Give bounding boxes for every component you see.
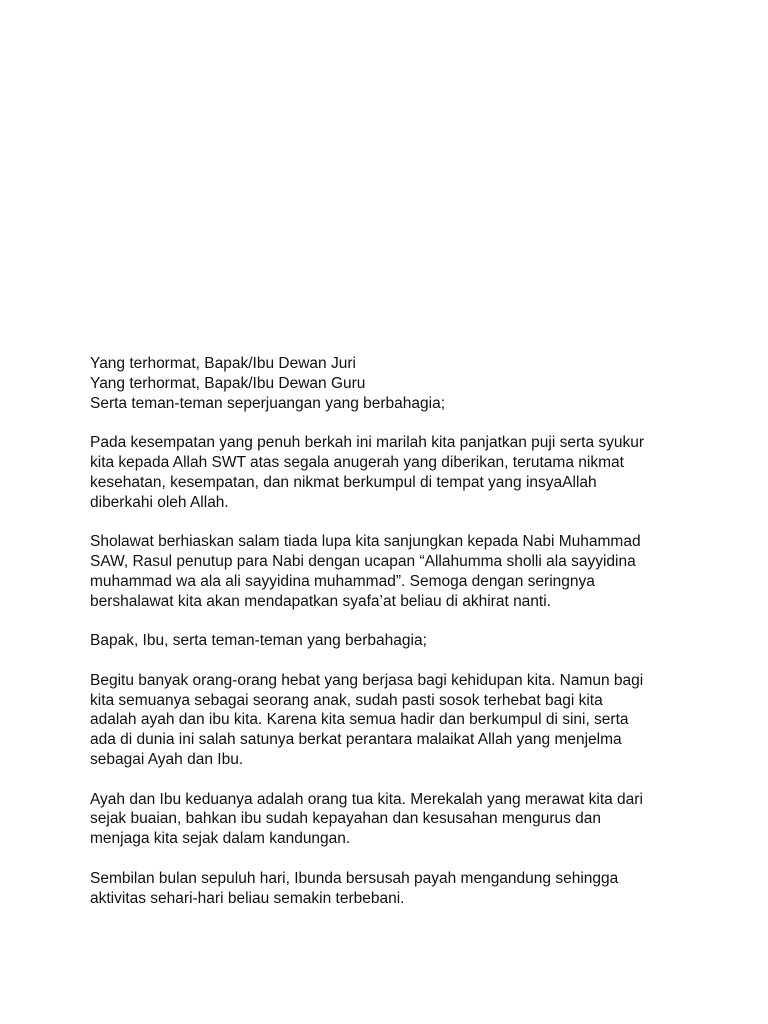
paragraph-parents-heroes xyxy=(90,671,690,770)
paragraph-line: ada di dunia ini salah satunya berkat perantara malaikat Allah yang menjelma xyxy=(90,731,622,749)
paragraph-line: menjaga kita sejak dalam kandungan. xyxy=(90,830,351,848)
paragraph-line: kesehatan, kesempatan, dan nikmat berkumpul di tempat yang insyaAllah xyxy=(90,473,597,491)
paragraph-sholawat xyxy=(90,532,690,611)
paragraph-line: aktivitas sehari-hari beliau semakin terbebani. xyxy=(90,889,405,907)
paragraph-line: bershalawat kita akan mendapatkan syafa’at beliau di akhirat nanti. xyxy=(90,592,551,610)
paragraph-line: muhammad wa ala ali sayyidina muhammad”. Semoga dengan seringnya xyxy=(90,572,595,590)
document-body xyxy=(90,354,690,928)
paragraph-gratitude xyxy=(90,433,690,512)
paragraph-parents-care xyxy=(90,790,690,849)
paragraph-line: Sembilan bulan sepuluh hari, Ibunda bersusah payah mengandung sehingga xyxy=(90,869,619,887)
paragraph-line: Sholawat berhiaskan salam tiada lupa kita sanjungkan kepada Nabi Muhammad xyxy=(90,533,641,551)
paragraph-line: sejak buaian, bahkan ibu sudah kepayahan dan kesusahan mengurus dan xyxy=(90,810,602,828)
salutation-line: Yang terhormat, Bapak/Ibu Dewan Guru xyxy=(90,374,366,392)
paragraph-line: Bapak, Ibu, serta teman-teman yang berbahagia; xyxy=(90,632,427,650)
paragraph-line: adalah ayah dan ibu kita. Karena kita semua hadir dan berkumpul di sini, serta xyxy=(90,711,629,729)
paragraph-line: kita kepada Allah SWT atas segala anugerah yang diberikan, terutama nikmat xyxy=(90,453,624,471)
paragraph-line: Ayah dan Ibu keduanya adalah orang tua kita. Merekalah yang merawat kita dari xyxy=(90,790,643,808)
paragraph-line: Begitu banyak orang-orang hebat yang berjasa bagi kehidupan kita. Namun bagi xyxy=(90,671,644,689)
salutation-line: Serta teman-teman seperjuangan yang berbahagia; xyxy=(90,394,446,412)
paragraph-line: SAW, Rasul penutup para Nabi dengan ucapan “Allahumma sholli ala sayyidina xyxy=(90,552,636,570)
paragraph-address xyxy=(90,631,690,651)
salutation-block xyxy=(90,354,690,413)
salutation-line: Yang terhormat, Bapak/Ibu Dewan Juri xyxy=(90,355,356,372)
paragraph-line: diberkahi oleh Allah. xyxy=(90,493,229,511)
paragraph-line: sebagai Ayah dan Ibu. xyxy=(90,750,244,768)
paragraph-line: kita semuanya sebagai seorang anak, sudah pasti sosok terhebat bagi kita xyxy=(90,691,603,709)
paragraph-line: Pada kesempatan yang penuh berkah ini marilah kita panjatkan puji serta syukur xyxy=(90,434,645,452)
paragraph-pregnancy xyxy=(90,869,690,909)
